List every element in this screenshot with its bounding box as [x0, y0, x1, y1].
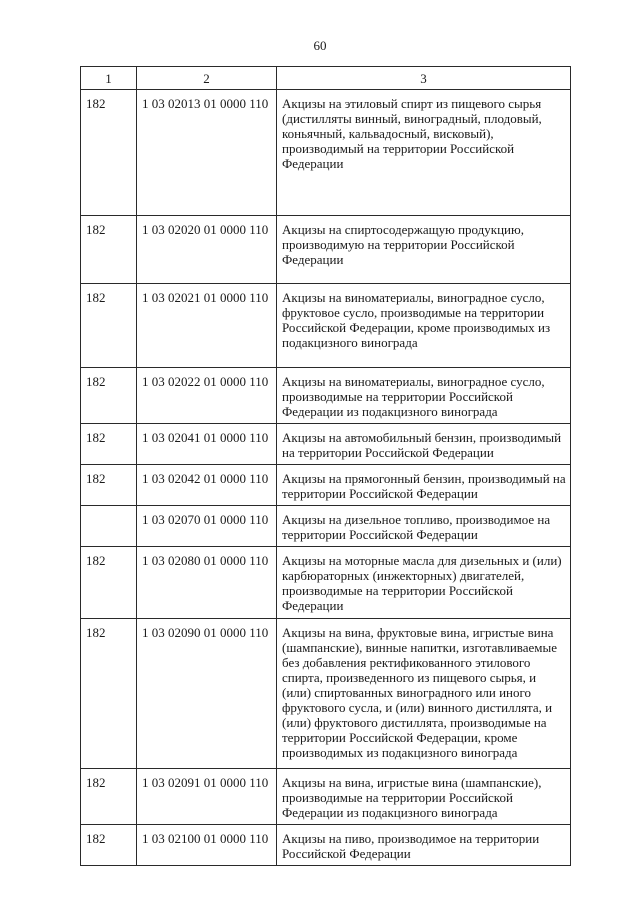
budget-code-cell: 1 03 02020 01 0000 110 [137, 216, 277, 284]
table-row [81, 547, 571, 619]
admin-code-cell: 182 [81, 424, 137, 465]
header-col-3: 3 [277, 67, 571, 90]
description-cell: Акцизы на прямогонный бензин, производимый на территории Российской Федерации [277, 465, 571, 506]
table-row [81, 368, 571, 424]
description-cell: Акцизы на этиловый спирт из пищевого сырья (дистилляты винный, виноградный, плодовый, коньячный, кальвадосный, висковый), производимый на территории Российской Федерации [277, 90, 571, 216]
table-row [81, 825, 571, 866]
description-cell: Акцизы на вина, фруктовые вина, игристые вина (шампанские), винные напитки, изготавливаемые без добавления ректификованного этилового спирта, произведенного из пищевого сырья, и (или) спиртованных виноградного или иного фруктового сусла, и (или) винного дистиллята, и (или) фруктового дистиллята, производимые на территории Российской Федерации, кроме производимых из подакцизного винограда [277, 619, 571, 769]
table-row [81, 769, 571, 825]
description-cell: Акцизы на виноматериалы, виноградное сусло, производимые на территории Российской Федерации из подакцизного винограда [277, 368, 571, 424]
budget-code-cell: 1 03 02080 01 0000 110 [137, 547, 277, 619]
table-row [81, 424, 571, 465]
budget-code-cell: 1 03 02090 01 0000 110 [137, 619, 277, 769]
table-header-row [81, 67, 571, 90]
admin-code-cell: 182 [81, 825, 137, 866]
description-cell: Акцизы на дизельное топливо, производимое на территории Российской Федерации [277, 506, 571, 547]
admin-code-cell: 182 [81, 368, 137, 424]
admin-code-cell: 182 [81, 619, 137, 769]
admin-code-cell: 182 [81, 284, 137, 368]
table-row [81, 465, 571, 506]
budget-code-cell: 1 03 02022 01 0000 110 [137, 368, 277, 424]
budget-codes-table [80, 66, 571, 866]
table-row [81, 216, 571, 284]
budget-code-cell: 1 03 02070 01 0000 110 [137, 506, 277, 547]
budget-code-cell: 1 03 02042 01 0000 110 [137, 465, 277, 506]
admin-code-cell: 182 [81, 547, 137, 619]
header-col-1: 1 [81, 67, 137, 90]
admin-code-cell: 182 [81, 465, 137, 506]
budget-code-cell: 1 03 02100 01 0000 110 [137, 825, 277, 866]
description-cell: Акцизы на спиртосодержащую продукцию, производимую на территории Российской Федерации [277, 216, 571, 284]
table-row [81, 90, 571, 216]
admin-code-cell: 182 [81, 90, 137, 216]
page-number: 60 [313, 38, 327, 53]
budget-code-cell: 1 03 02021 01 0000 110 [137, 284, 277, 368]
admin-code-cell [81, 506, 137, 547]
budget-code-cell: 1 03 02091 01 0000 110 [137, 769, 277, 825]
table-row [81, 506, 571, 547]
admin-code-cell: 182 [81, 769, 137, 825]
description-cell: Акцизы на пиво, производимое на территории Российской Федерации [277, 825, 571, 866]
description-cell: Акцизы на автомобильный бензин, производимый на территории Российской Федерации [277, 424, 571, 465]
header-col-2: 2 [137, 67, 277, 90]
description-cell: Акцизы на моторные масла для дизельных и (или) карбюраторных (инжекторных) двигателей, производимые на территории Российской Федерации [277, 547, 571, 619]
description-cell: Акцизы на вина, игристые вина (шампанские), производимые на территории Российской Федерации из подакцизного винограда [277, 769, 571, 825]
budget-code-cell: 1 03 02041 01 0000 110 [137, 424, 277, 465]
table-row [81, 619, 571, 769]
budget-code-cell: 1 03 02013 01 0000 110 [137, 90, 277, 216]
admin-code-cell: 182 [81, 216, 137, 284]
description-cell: Акцизы на виноматериалы, виноградное сусло, фруктовое сусло, производимые на территории Российской Федерации, кроме производимых из подакцизного винограда [277, 284, 571, 368]
table-row [81, 284, 571, 368]
